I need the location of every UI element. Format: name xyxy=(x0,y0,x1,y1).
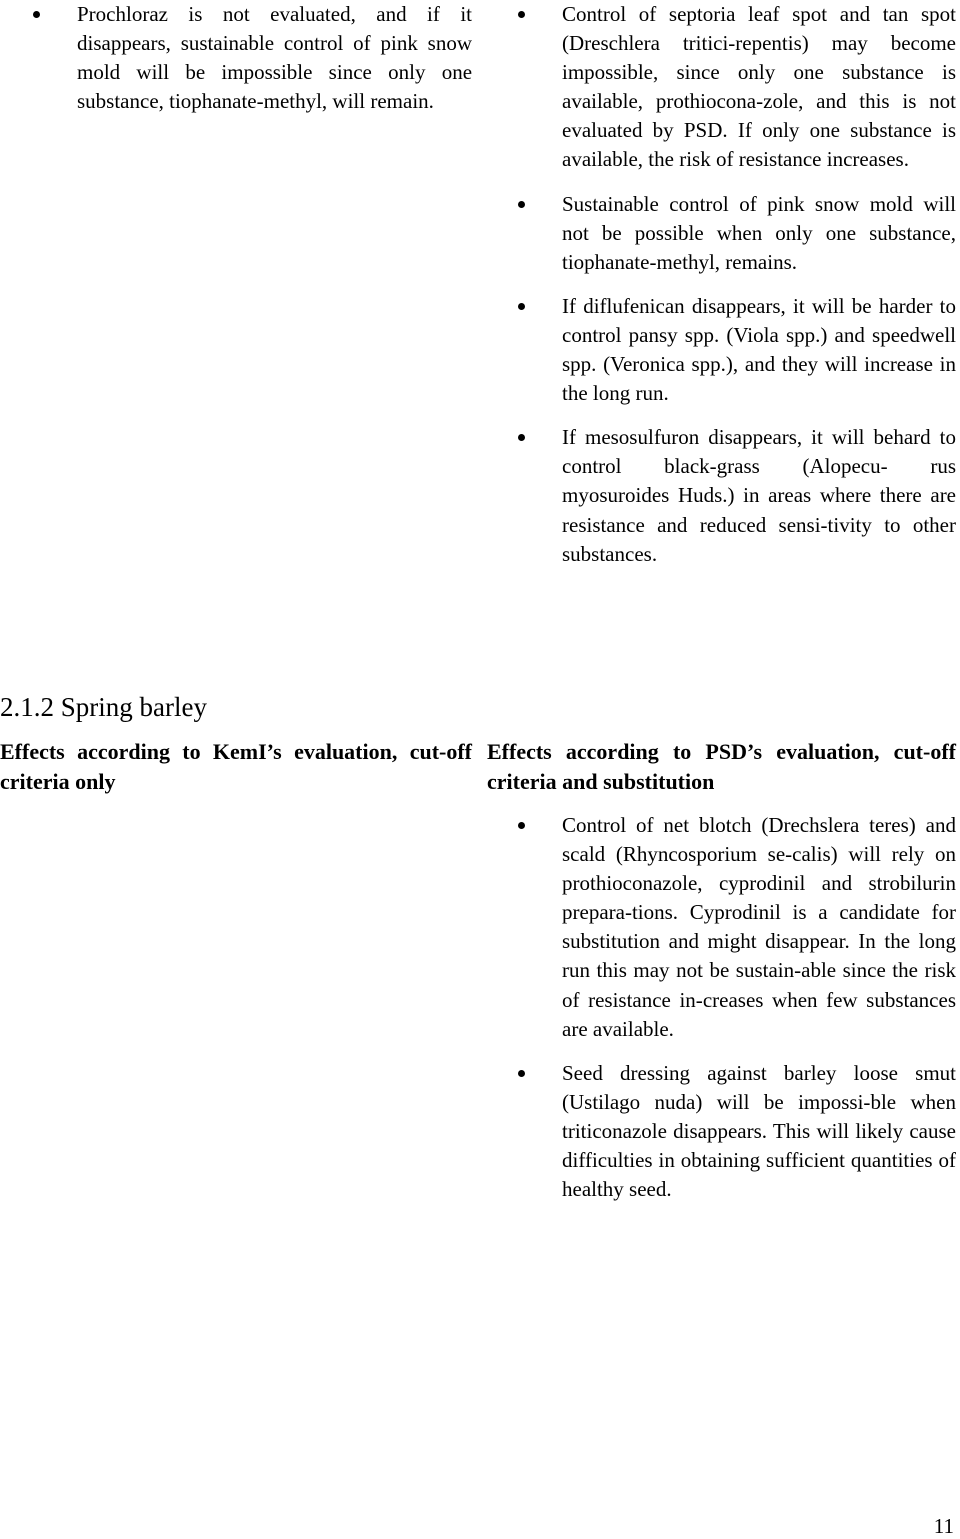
top-left-column xyxy=(77,0,472,131)
bullet-dot-icon xyxy=(518,434,525,441)
section-heading: 2.1.2 Spring barley xyxy=(0,692,207,722)
bullet-text: Sustainable control of pink snow mold will not be possible when only one substance, tiophanate-methyl, remains. xyxy=(562,191,956,274)
bullet-text: Control of septoria leaf spot and tan spot (Dreschlera tritici-repentis) may become impossible, since only one substance is available, prothiocona-zole, and this is not evaluated by PSD. If only one substance is available, the risk of resistance increases. xyxy=(562,2,957,172)
bullet-dot-icon xyxy=(518,303,525,310)
list-item xyxy=(562,190,956,277)
bullet-dot-icon xyxy=(518,822,525,829)
list-item xyxy=(562,811,956,1044)
bullet-text: If diflufenican disappears, it will be harder to control pansy spp. (Viola spp.) and speedwell spp. (Veronica spp.), and they will increase in the long run. xyxy=(562,293,957,406)
bullet-text: Control of net blotch (Drechslera teres) and scald (Rhyncosporium se-calis) will rely on prothioconazole, cyprodinil and strobilurin prepara-tions. Cyprodinil is a candidate for substitution and might disappear. In the long run this may not be sustain-able since the risk of resistance in-creases when few substances are available. xyxy=(562,813,957,1041)
bullet-text: Prochloraz is not evaluated, and if it disappears, sustainable control of pink snow mold will be impossible since only one substance, tiophanate-methyl, will remain. xyxy=(77,2,473,114)
top-right-bullet-list xyxy=(562,0,956,569)
bullet-text: If mesosulfuron disappears, it will behard to control black-grass (Alopecu- rus myosuroides Huds.) in areas where there are resistance and reduced sensi-tivity to other substances. xyxy=(562,425,957,566)
bullet-text: Seed dressing against barley loose smut (Ustilago nuda) will be impossi-ble when triticonazole disappears. This will likely cause difficulties in obtaining sufficient quantities of healthy seed. xyxy=(562,1060,957,1202)
page-number: 11 xyxy=(933,1514,954,1538)
bullet-dot-icon xyxy=(518,1070,525,1077)
top-right-column xyxy=(562,0,956,584)
list-item xyxy=(562,423,956,568)
list-item xyxy=(562,0,956,175)
list-item xyxy=(562,1059,956,1204)
list-item xyxy=(562,292,956,408)
bottom-right-bullet-list xyxy=(562,811,956,1204)
bullet-dot-icon xyxy=(518,201,525,208)
top-left-bullet-list xyxy=(77,0,472,116)
bottom-right-column xyxy=(562,811,956,1219)
bullet-dot-icon xyxy=(33,11,40,18)
list-item xyxy=(77,0,472,116)
right-column-heading: Effects according to PSD’s evaluation, cut-off criteria and substitution xyxy=(487,739,956,794)
left-column-heading: Effects according to KemI’s evaluation, cut-off criteria only xyxy=(0,739,472,794)
bullet-dot-icon xyxy=(518,11,525,18)
